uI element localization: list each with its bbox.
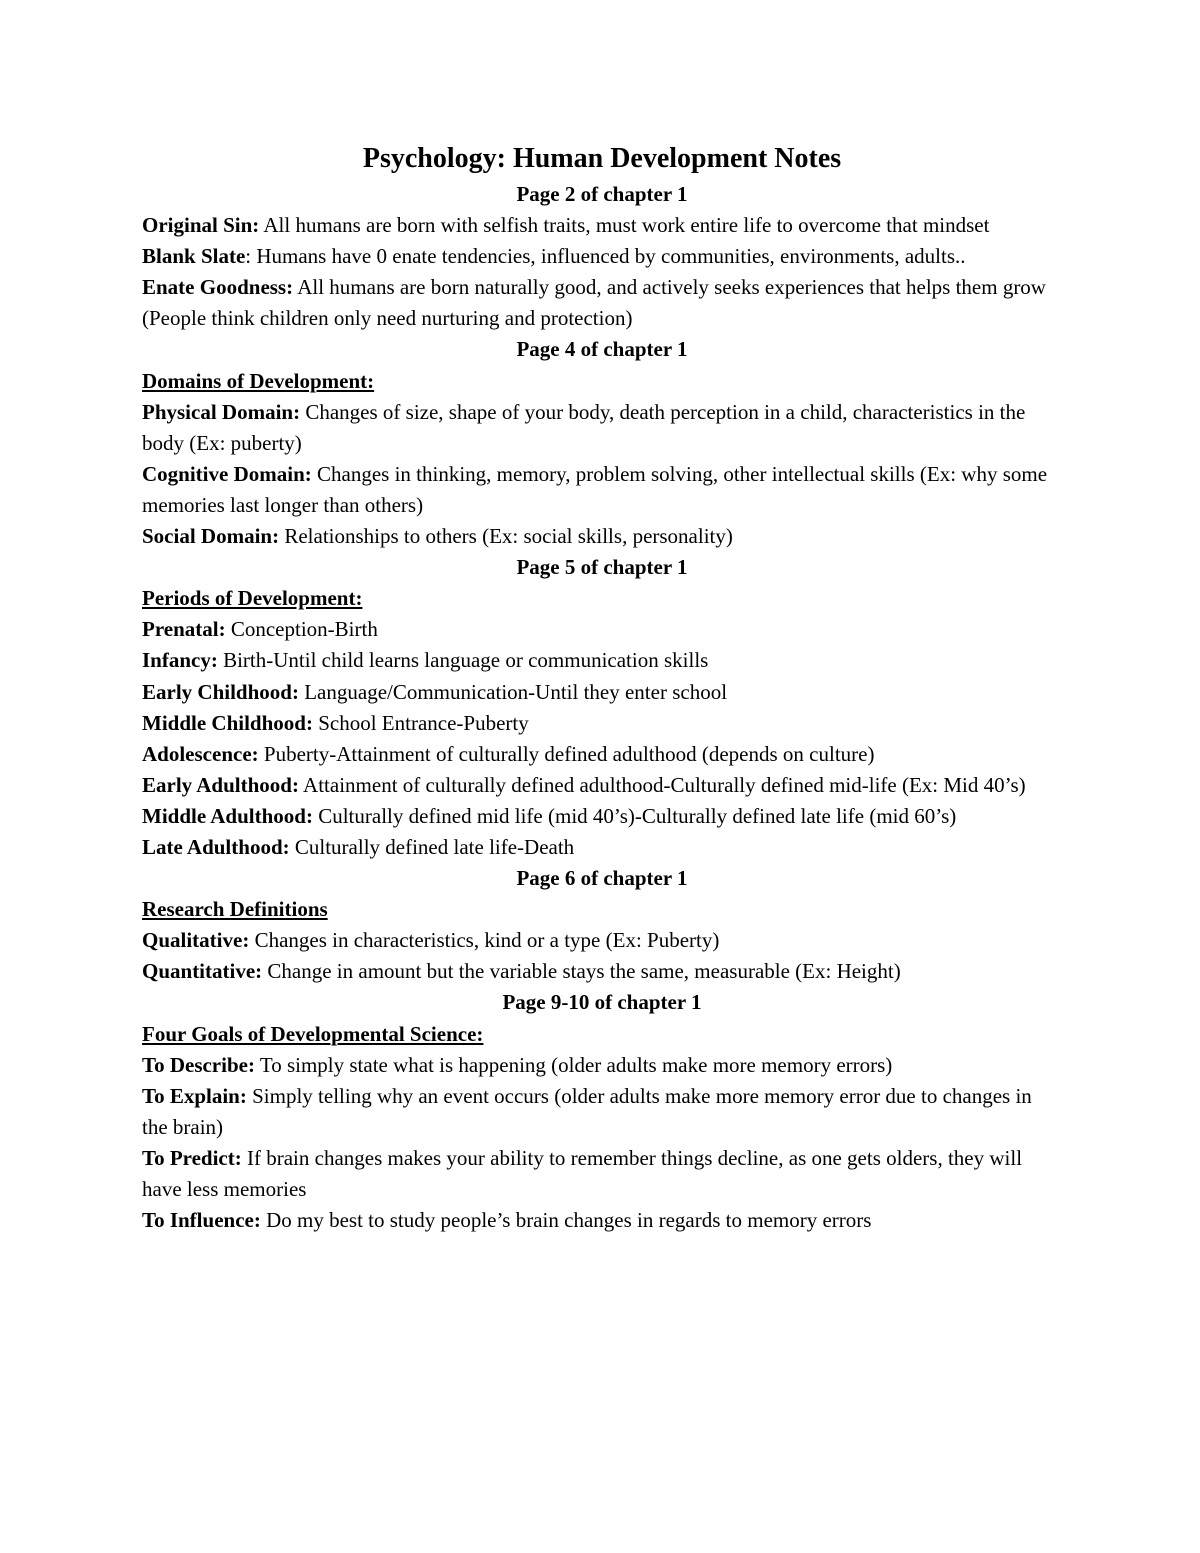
definition-text: Culturally defined late life-Death — [289, 834, 575, 859]
definition-entry — [142, 832, 1062, 863]
definition-text: Attainment of culturally defined adulthood-Culturally defined mid-life (Ex: Mid 40’s) — [298, 772, 1026, 797]
definition-entry — [142, 272, 1062, 334]
section — [142, 987, 1062, 1236]
definition-term: Middle Adulthood: — [142, 803, 313, 828]
definition-term: To Describe: — [142, 1052, 255, 1077]
section — [142, 552, 1062, 863]
definition-text: To simply state what is happening (older adults make more memory errors) — [254, 1052, 893, 1077]
definition-text: All humans are born naturally good, and actively seeks experiences that helps them grow (People think children only need nurturing and protection) — [142, 275, 1046, 331]
definition-text: Conception-Birth — [225, 617, 378, 642]
definition-entry — [142, 801, 1062, 832]
definition-term: Early Adulthood: — [142, 772, 299, 797]
definition-text: : Humans have 0 enate tendencies, influenced by communities, environments, adults.. — [245, 244, 966, 269]
section-heading: Domains of Development: — [142, 368, 375, 393]
definition-text: Do my best to study people’s brain changes in regards to memory errors — [260, 1208, 872, 1233]
definition-text: Culturally defined mid life (mid 40’s)-Culturally defined late life (mid 60’s) — [312, 803, 957, 828]
definition-term: Blank Slate — [142, 244, 246, 269]
definition-text: Change in amount but the variable stays the same, measurable (Ex: Height) — [262, 959, 901, 984]
definition-entry — [142, 739, 1062, 770]
page-reference-heading: Page 6 of chapter 1 — [516, 866, 688, 891]
definition-entry — [142, 521, 1062, 552]
definition-text: Simply telling why an event occurs (older adults make more memory error due to changes in the brain) — [142, 1083, 1032, 1139]
definition-text: If brain changes makes your ability to remember things decline, as one gets olders, they will have less memories — [142, 1145, 1023, 1201]
section — [142, 179, 1062, 334]
definition-term: Quantitative: — [142, 959, 263, 984]
definition-term: Late Adulthood: — [142, 834, 290, 859]
definition-entry — [142, 1050, 1062, 1081]
page-reference-heading: Page 9-10 of chapter 1 — [502, 990, 702, 1015]
definition-term: Physical Domain: — [142, 399, 301, 424]
definition-term: Prenatal: — [142, 617, 226, 642]
definition-term: Middle Childhood: — [142, 710, 313, 735]
definition-entry — [142, 1081, 1062, 1143]
definition-text: Changes in characteristics, kind or a type (Ex: Puberty) — [249, 928, 720, 953]
definition-term: Social Domain: — [142, 524, 280, 549]
section-heading: Research Definitions — [142, 897, 328, 922]
definition-term: Enate Goodness: — [142, 275, 294, 300]
section — [142, 863, 1062, 987]
definition-term: Infancy: — [142, 648, 218, 673]
definition-entry — [142, 956, 1062, 987]
definition-term: Adolescence: — [142, 741, 259, 766]
definition-text: Language/Communication-Until they enter school — [298, 679, 728, 704]
sections-container — [142, 179, 1062, 1236]
definition-term: Early Childhood: — [142, 679, 299, 704]
definition-entry — [142, 708, 1062, 739]
definition-text: Changes in thinking, memory, problem solving, other intellectual skills (Ex: why some memories last longer than others) — [142, 461, 1048, 517]
document-title: Psychology: Human Development Notes — [362, 143, 842, 174]
page-reference-heading: Page 5 of chapter 1 — [516, 555, 688, 580]
definition-entry — [142, 677, 1062, 708]
definition-term: Qualitative: — [142, 928, 250, 953]
definition-term: Cognitive Domain: — [142, 461, 312, 486]
definition-text: Puberty-Attainment of culturally defined adulthood (depends on culture) — [258, 741, 875, 766]
definition-term: To Explain: — [142, 1083, 247, 1108]
definition-text: Changes of size, shape of your body, death perception in a child, characteristics in the body (Ex: puberty) — [142, 399, 1026, 455]
definition-entry — [142, 210, 1062, 241]
definition-entry — [142, 770, 1062, 801]
page-reference-heading: Page 2 of chapter 1 — [516, 182, 688, 206]
definition-entry — [142, 397, 1062, 459]
definition-text: Relationships to others (Ex: social skills, personality) — [279, 524, 733, 549]
definition-text: School Entrance-Puberty — [312, 710, 529, 735]
page-reference-heading: Page 4 of chapter 1 — [516, 337, 688, 362]
definition-term: To Influence: — [142, 1208, 261, 1233]
definition-entry — [142, 1205, 1062, 1236]
section — [142, 334, 1062, 552]
definition-term: Original Sin: — [142, 213, 260, 238]
definition-entry — [142, 614, 1062, 645]
definition-entry — [142, 645, 1062, 676]
definition-entry — [142, 459, 1062, 521]
definition-entry — [142, 1143, 1062, 1205]
definition-entry — [142, 925, 1062, 956]
section-heading: Four Goals of Developmental Science: — [142, 1021, 484, 1046]
definition-text: All humans are born with selfish traits, must work entire life to overcome that mindset — [259, 213, 990, 238]
definition-term: To Predict: — [142, 1145, 242, 1170]
definition-text: Birth-Until child learns language or communication skills — [217, 648, 709, 673]
section-heading: Periods of Development: — [142, 586, 363, 611]
document-body — [142, 140, 1062, 1236]
definition-entry — [142, 241, 1062, 272]
